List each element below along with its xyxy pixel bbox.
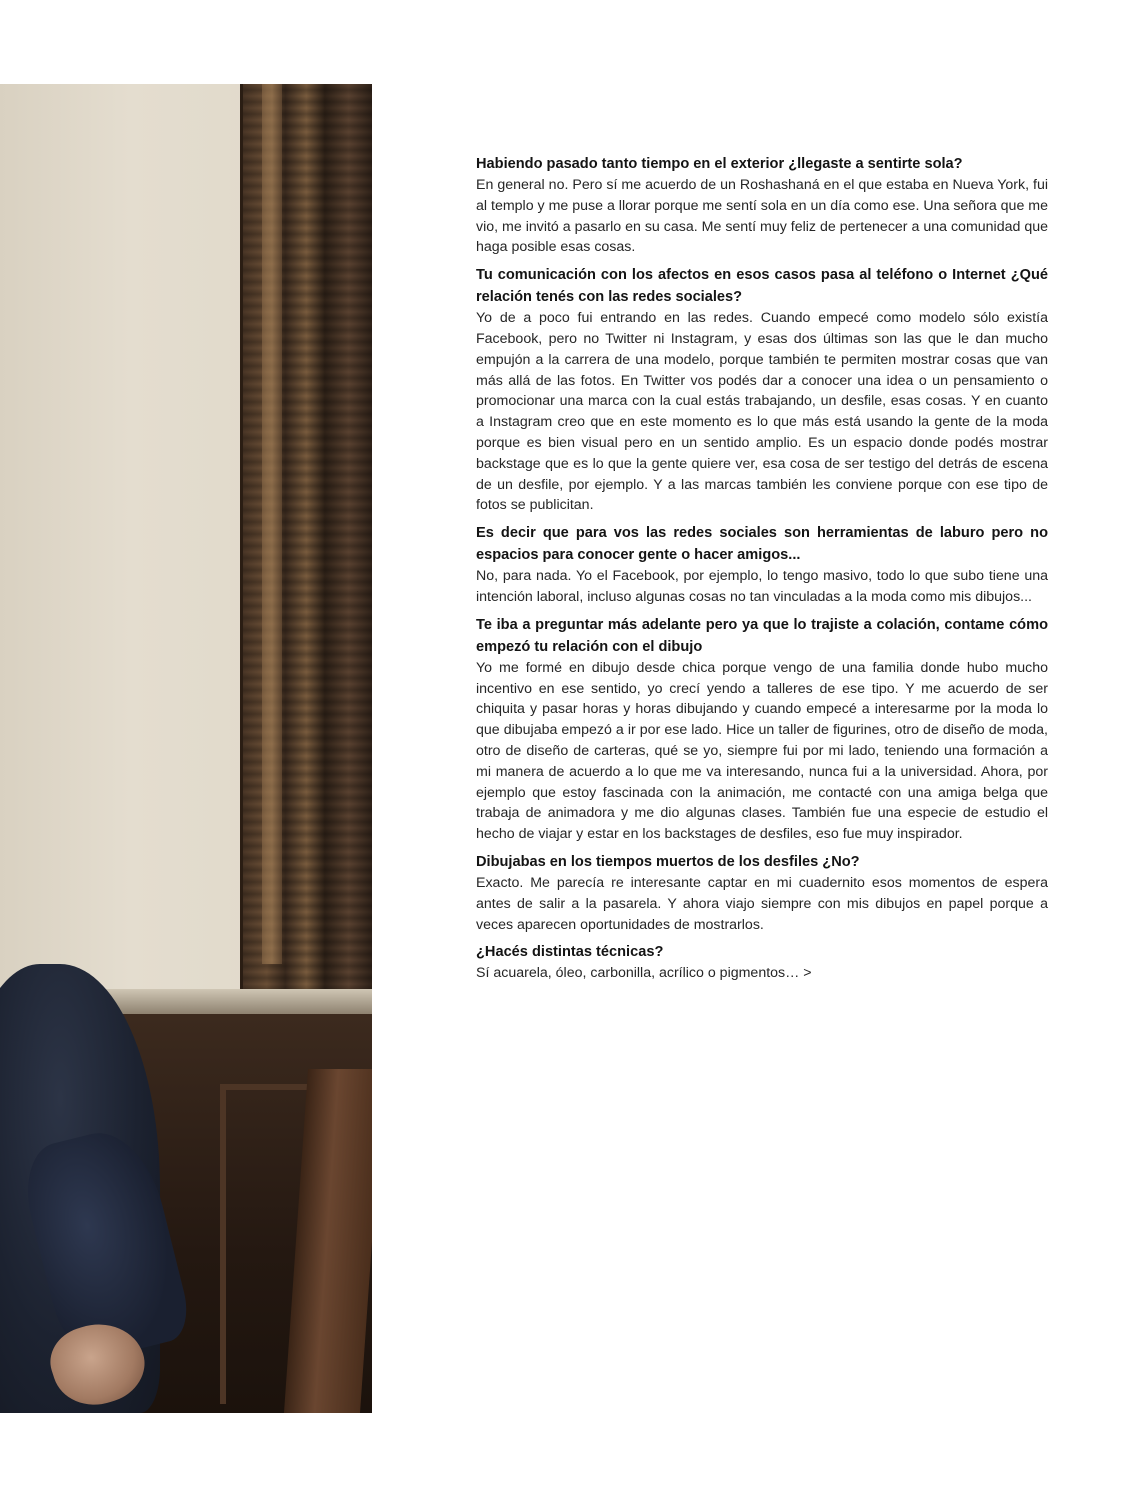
interview-answer: Yo me formé en dibujo desde chica porque vengo de una familia donde hubo mucho incentivo en ese sentido, yo crecí yendo a talleres de ese tipo. Y me acuerdo de ser chiquita y pasar horas y horas dibujando y cuando empecé a interesarme por la moda lo que dibujaba empezó a ir por ese lado. Hice un taller de figurines, otro de diseño de moda, otro de diseño de carteras, qué se yo, siempre fui por mi lado, teniendo una formación a mi manera de acuerdo a lo que me va interesando, nunca fui a la universidad. Ahora, por ejemplo que estoy fascinada con la animación, me contacté con una amiga belga que trabaja de animadora y me dio algunas clases. También fue una especie de estudio el hecho de viajar y estar en los backstages de desfiles, eso fue muy inspirador. [476,659,1048,843]
interview-question: Dibujabas en los tiempos muertos de los desfiles ¿No? [476,853,860,870]
photo-panel [0,84,372,1413]
interview-answer: Exacto. Me parecía re interesante captar en mi cuadernito esos momentos de espera antes de salir a la pasarela. Y ahora viajo siempre con mis dibujos en papel porque a veces aparecen oportunidades de mostrarlos. [476,874,1048,933]
interview-article [476,153,1048,990]
interview-question: ¿Hacés distintas técnicas? [476,944,664,961]
interview-question: Te iba a preguntar más adelante pero ya que lo trajiste a colación, contame cómo empezó tu relación con el dibujo [476,616,1048,655]
interview-question: Tu comunicación con los afectos en esos casos pasa al teléfono o Internet ¿Qué relación tenés con las redes sociales? [476,267,1048,306]
interview-answer: Sí acuarela, óleo, carbonilla, acrílico o pigmentos… > [476,965,812,982]
interview-answer: Yo de a poco fui entrando en las redes. Cuando empecé como modelo sólo existía Facebook, pero no Twitter ni Instagram, y esas dos últimas son las que le dan mucho empujón a la carrera de una modelo, porque también te permiten mostrar cosas que van más allá de las fotos. En Twitter vos podés dar a conocer una idea o un pensamiento o promocionar una marca con la cual estás trabajando, un desfile, esas cosas. Y en cuanto a Instagram creo que en este momento es lo que más está usando la gente de la moda porque es bien visual pero en un sentido amplio. Es un espacio donde podés mostrar backstage que es lo que la gente quiere ver, esa cosa de ser testigo del detrás de escena de un desfile, por ejemplo. Y a las marcas también les conviene porque con ese tipo de fotos se publicitan. [476,310,1048,514]
interview-question: Habiendo pasado tanto tiempo en el exterior ¿llegaste a sentirte sola? [476,156,963,172]
photo-picture-frame [240,84,372,989]
photo-frame-gilding [262,84,282,964]
interview-question: Es decir que para vos las redes sociales son herramientas de laburo pero no espacios para conocer gente o hacer amigos... [476,525,1048,564]
interview-answer: En general no. Pero sí me acuerdo de un Roshashaná en el que estaba en Nueva York, fui al templo y me puse a llorar porque me sentí sola en un día como ese. Una señora que me vio, me invitó a pasarlo en su casa. Me sentí muy feliz de pertenecer a una comunidad que haga posible esas cosas. [476,177,1048,256]
interview-answer: No, para nada. Yo el Facebook, por ejemplo, lo tengo masivo, todo lo que subo tiene una intención laboral, incluso algunas cosas no tan vinculadas a la moda como mis dibujos... [476,568,1048,605]
